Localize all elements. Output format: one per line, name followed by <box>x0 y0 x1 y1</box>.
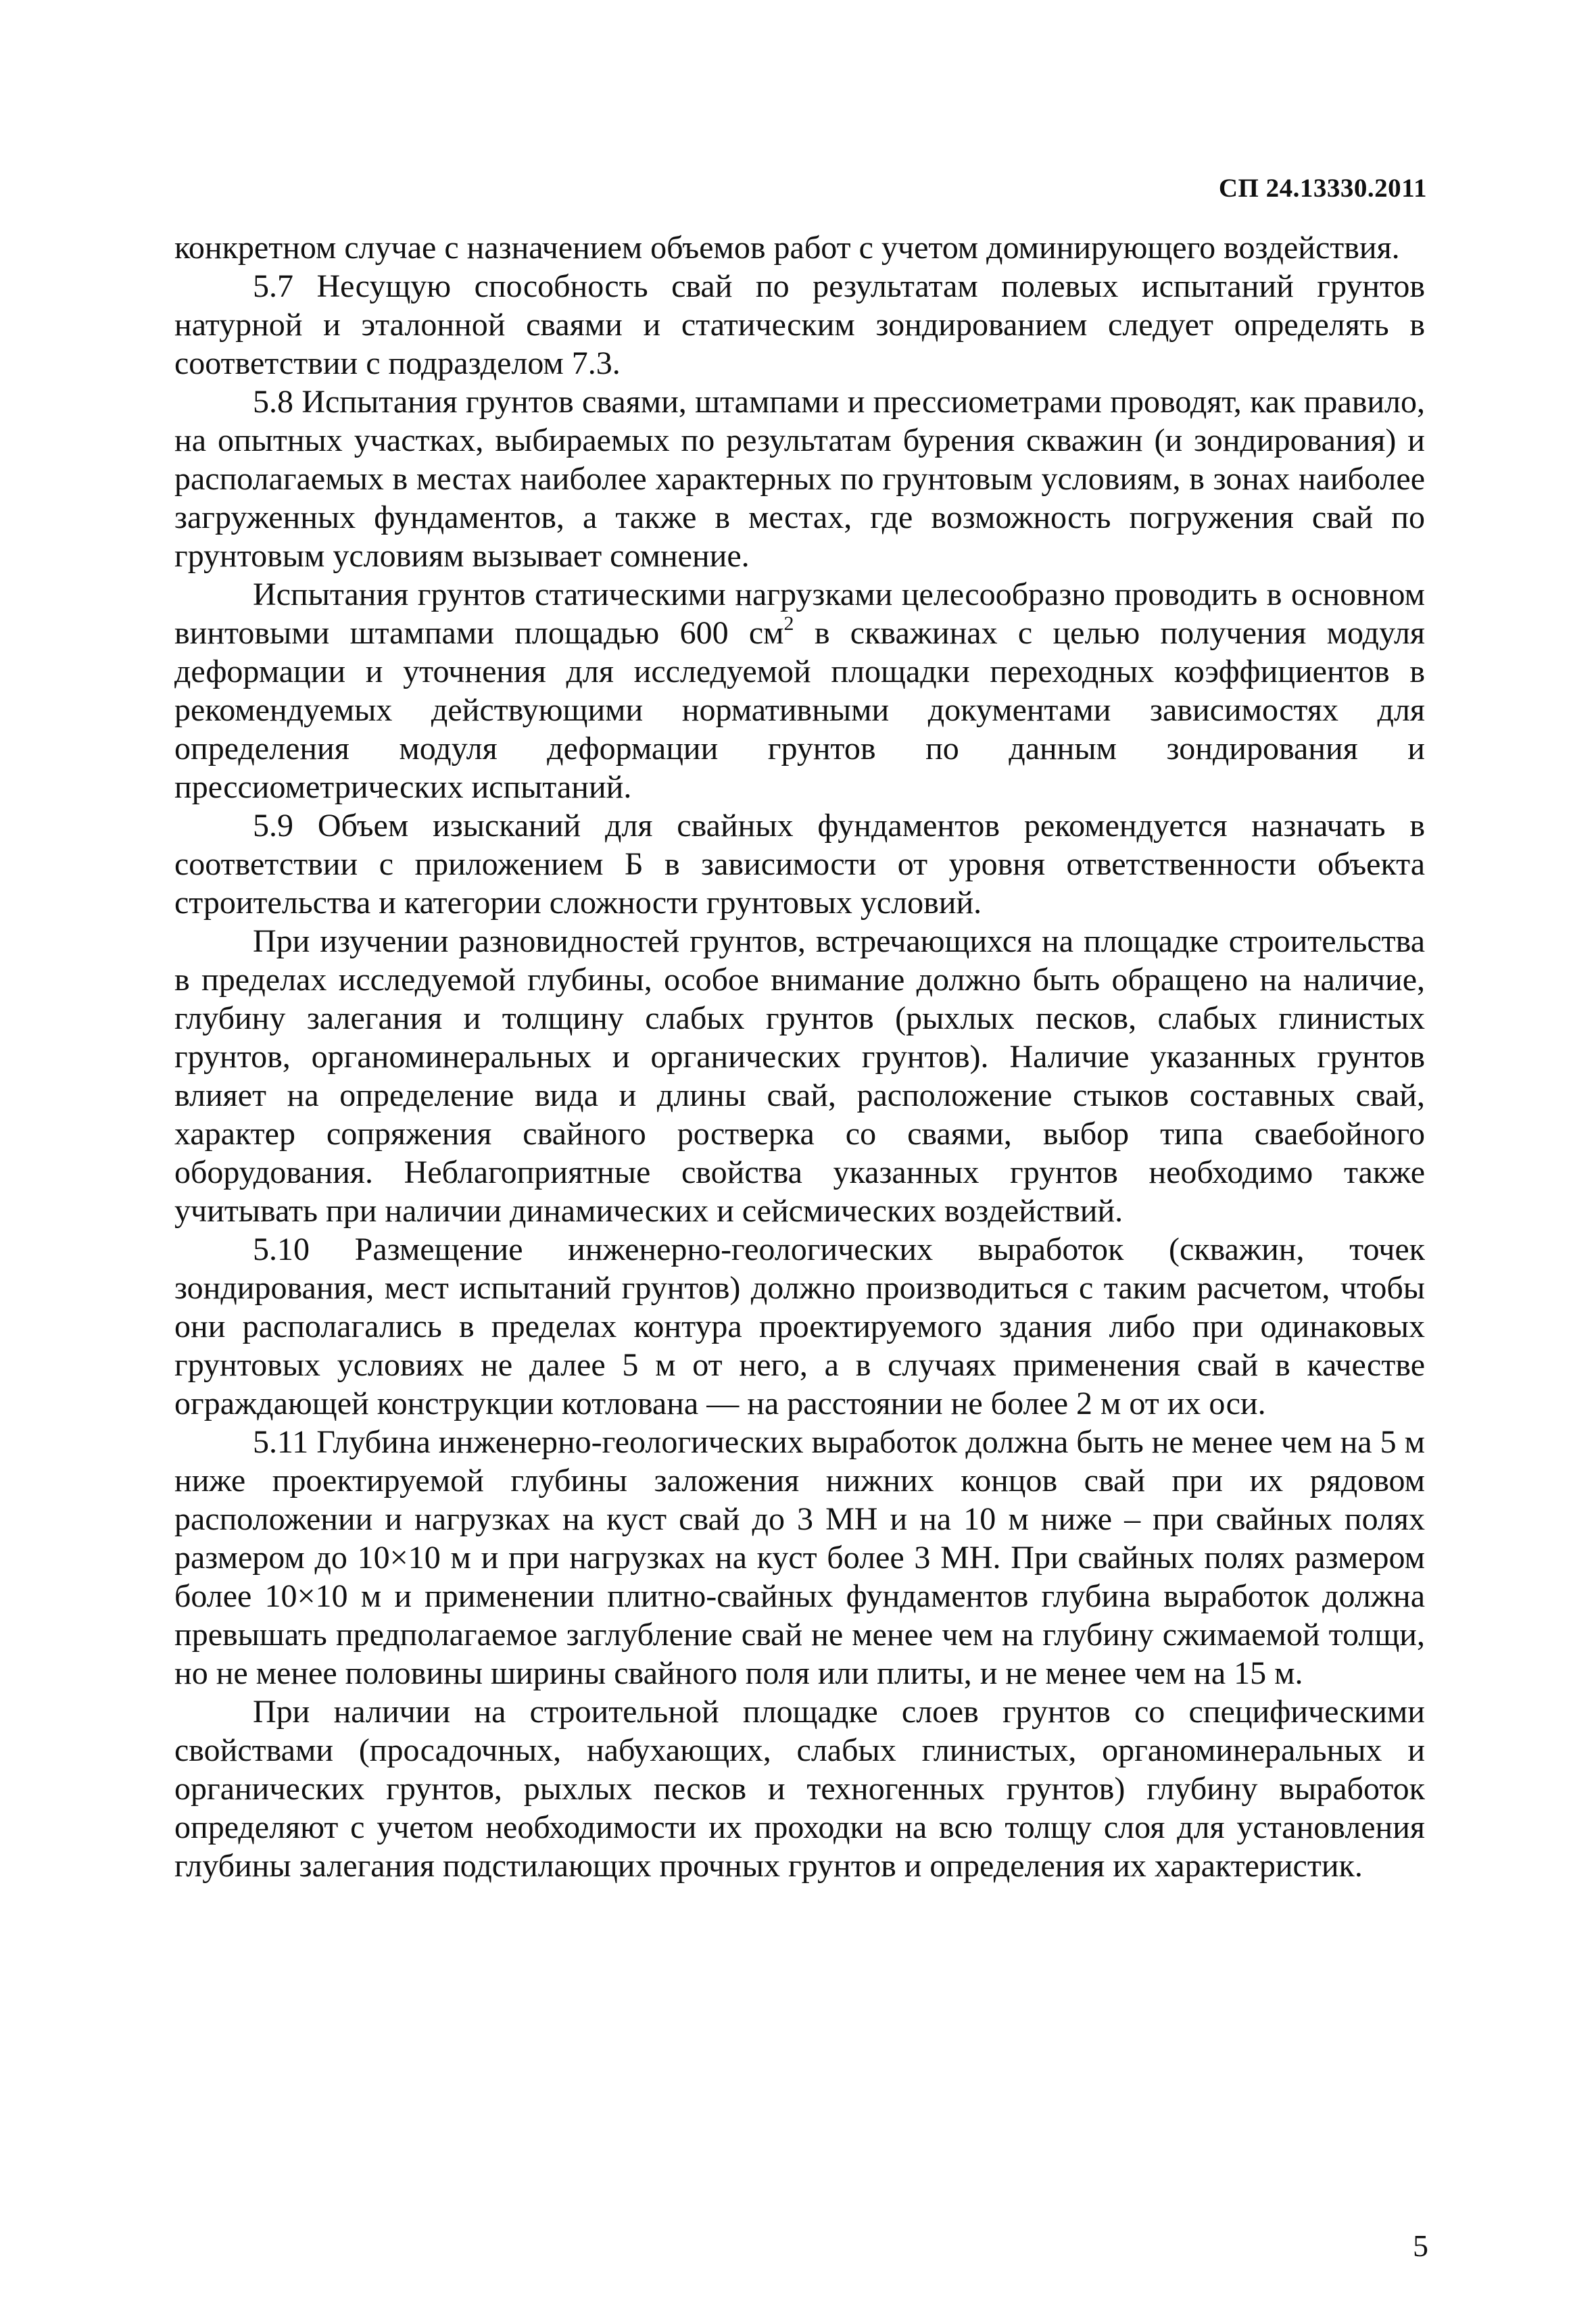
document-code-header: СП 24.13330.2011 <box>1218 174 1427 203</box>
paragraph-5-11: 5.11 Глубина инженерно-геологических выработок должна быть не менее чем на 5 м ниже проектируемой глубины заложения нижних концов свай при их рядовом расположении и нагрузках на куст свай до 3 МН и на 10 м ниже – при свайных полях размером до 10×10 м и при нагрузках на куст более 3 МН. При свайных полях размером более 10×10 м и применении плитно-свайных фундаментов глубина выработок должна превышать предполагаемое заглубление свай не менее чем на глубину сжимаемой толщи, но не менее половины ширины свайного поля или плиты, и не менее чем на 15 м. <box>174 1424 1425 1691</box>
paragraph-specific-soils: При наличии на строительной площадке слоев грунтов со специфическими свойствами (просадочных, набухающих, слабых глинистых, органоминеральных и органических грунтов, рыхлых песков и техногенных грунтов) глубину выработок определяют с учетом необходимости их проходки на всю толщу слоя для установления глубины залегания подстилающих прочных грунтов и определения их характеристик. <box>174 1694 1425 1884</box>
superscript-exponent: 2 <box>783 612 794 635</box>
paragraph-5-10: 5.10 Размещение инженерно-геологических выработок (скважин, точек зондирования, мест испытаний грунтов) должно производиться с таким расчетом, чтобы они располагались в пределах контура проектируемого здания либо при одинаковых грунтовых условиях не далее 5 м от него, а в случаях применения свай в качестве ограждающей конструкции котлована — на расстоянии не более 2 м от их оси. <box>174 1232 1425 1421</box>
paragraph-5-8: 5.8 Испытания грунтов сваями, штампами и прессиометрами проводят, как правило, на опытных участках, выбираемых по результатам бурения скважин (и зондирования) и располагаемых в местах наиболее характерных по грунтовым условиям, в зонах наиболее загруженных фундаментов, а также в местах, где возможность погружения свай по грунтовым условиям вызывает сомнение. <box>174 384 1425 574</box>
paragraph-5-9: 5.9 Объем изысканий для свайных фундаментов рекомендуется назначать в соответствии с приложением Б в зависимости от уровня ответственности объекта строительства и категории сложности грунтовых условий. <box>174 808 1425 921</box>
paragraph-text-after-superscript: в скважинах с целью получения модуля деформации и уточнения для исследуемой площадки переходных коэффициентов в рекомендуемых действующими нормативными документами зависимостях для определения модуля деформации грунтов по данным зондирования и прессиометрических испытаний. <box>174 615 1426 805</box>
document-body <box>174 228 1425 1885</box>
paragraph-static-load-tests <box>174 575 1425 806</box>
paragraph-soil-varieties: При изучении разновидностей грунтов, встречающихся на площадке строительства в пределах исследуемой глубины, особое внимание должно быть обращено на наличие, глубину залегания и толщину слабых грунтов (рыхлых песков, слабых глинистых грунтов, органоминеральных и органических грунтов). Наличие указанных грунтов влияет на определение вида и длины свай, расположение стыков составных свай, характер сопряжения свайного ростверка со сваями, выбор типа сваебойного оборудования. Неблагоприятные свойства указанных грунтов необходимо также учитывать при наличии динамических и сейсмических воздействий. <box>174 923 1425 1229</box>
paragraph-5-7: 5.7 Несущую способность свай по результатам полевых испытаний грунтов натурной и эталонной сваями и статическим зондированием следует определять в соответствии с подразделом 7.3. <box>174 268 1425 381</box>
paragraph-continuation: конкретном случае с назначением объемов работ с учетом доминирующего воздействия. <box>174 230 1400 266</box>
paragraph-text-before-superscript: Испытания грунтов статическими нагрузками целесообразно проводить в основном винтовыми штампами площадью 600 см <box>174 577 1425 651</box>
page-number: 5 <box>1413 2228 1428 2263</box>
